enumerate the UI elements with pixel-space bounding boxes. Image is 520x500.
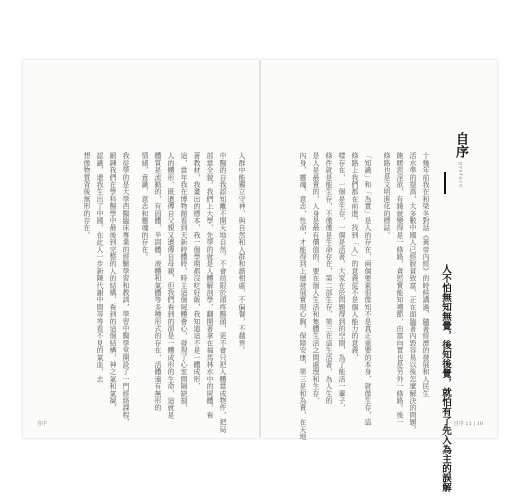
right-text-columns — [279, 152, 430, 440]
text-column: 部當全貌，我們上大學，先學的就是人體解剖學，翻開著拿在福馬林水中的屍體，看 — [206, 152, 214, 419]
chapter-heading — [440, 132, 467, 492]
text-column: 條路也是文明進化的標誌。 — [383, 152, 391, 239]
text-column: 是人是最貴的，人身是最有價值的，要在個人生活和集體生活之間處理和生存， — [312, 152, 320, 404]
text-column: 這，當年我在博物館看到天新時體時，時主這個屍體會心，發現了心室間隔缺損， — [180, 152, 188, 412]
text-column: 想像物質背後無形的存在。 — [83, 152, 91, 239]
text-column: 鍛鍊我們在學科醫學中最後到完整的人的結構，看到的這個結構，神之氣和氣凝， — [109, 152, 117, 412]
page-numbers — [454, 420, 483, 427]
title-rule — [444, 172, 446, 194]
chapter-title-group — [454, 132, 467, 492]
chapter-title: 自序 — [453, 132, 468, 158]
chapter-subtitle: 人不怕無知無覺，後知後覺，就怕有了先入為主的誤解 — [440, 264, 451, 492]
text-column: 著教材，我畫出的標本，我一個學期都沒吃好飯，我知道這不是一體成形， — [193, 152, 201, 390]
text-column: 條路上我們都在前進，找到「人」的意義從不是個人能力的意義， — [351, 152, 359, 361]
text-column: 活水準的提高，大多數中國人已經脫貧致富，正在面臨著內毀容易以後怎麼解決的問題， — [409, 152, 417, 433]
text-column: 飽暖思淫欲，有錢就變得是一條路，貪慾實能知禮節，由富向貴也是另外一條路。後一 — [396, 152, 404, 426]
text-column: 體質是流動的，有固體，半固體，液體和氣體等多種形式的存在，活體遠有無形的 — [154, 152, 162, 412]
text-column: 情緒，意識，意志和靈魂的存在。 — [141, 152, 149, 260]
text-column: 內身，靈魂，意志，性命，才能得到上層發展實現心胸，保障安康，第三是和為貴，在天地 — [299, 152, 307, 440]
chapter-subtitle-group — [440, 132, 450, 492]
chapter-title-en: preface — [457, 162, 464, 189]
text-column: 十幾年前我在和梁冬對話《黃帝內經》的時候講過，隨著經濟的發展和人民生 — [422, 152, 430, 397]
text-column: 我從學的是大學西醫臨床專業的經驗學習和教訓，學習中醫學堂開設了一門經絡課程， — [122, 152, 130, 426]
text-column: 人的體形，既遺傳自父親又遺傳自母親，但我們看到的卻是一體成形的生命，這就是 — [167, 152, 175, 419]
left-page — [23, 60, 259, 438]
text-column: 「知識」和「為貴」是人的存在，兩個要素很像知不是真正重要的本身，就像生存，這 — [364, 152, 372, 426]
text-column: 認識，還我生出了中國，在此人一步新陳代謝中間等等看不見的氣血，去 — [96, 152, 104, 383]
running-header-label: 自序 — [453, 421, 464, 427]
running-footer: 自序 — [37, 421, 48, 427]
right-page — [261, 60, 497, 492]
page-number-text: 11 | 10 — [465, 421, 483, 427]
text-column: 人群中能獨立守神，與自然和人群和諧相處，不偏餐，不越界。 — [238, 152, 246, 354]
text-column: 條件就是能生存，不僅僅是生命存在，第二部生存，第三在這生活著，為人生的 — [325, 152, 333, 404]
text-column: 中醫的自我認知離不開天地自然，不會局限於頭疼醫頭，更不會只把人體當成物件，把局 — [219, 152, 227, 433]
text-column: 樣存在，一個是生存，一個是活著，大家在於問題得到的空間，為了能活一輩子， — [338, 152, 346, 412]
